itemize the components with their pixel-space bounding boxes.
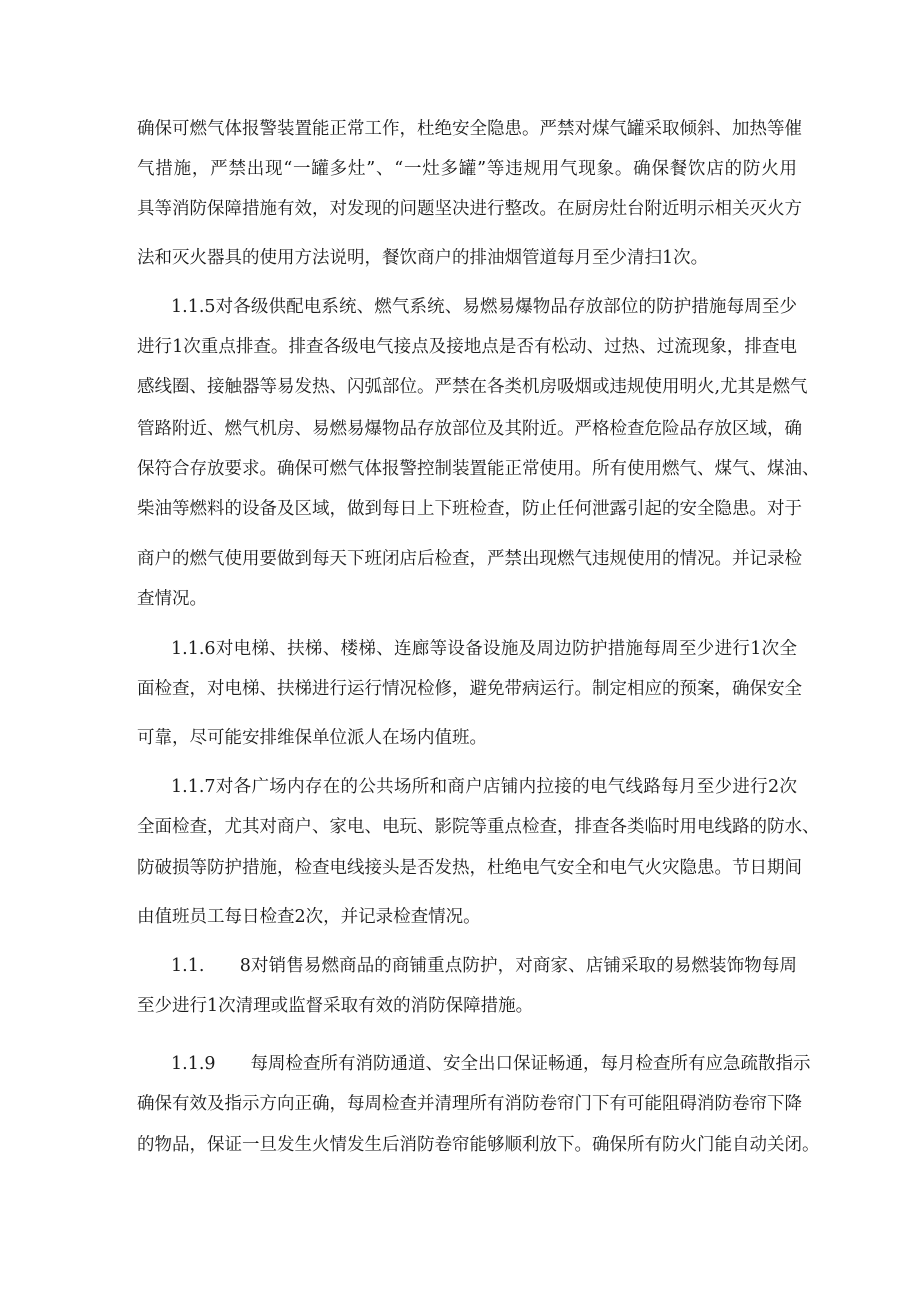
text-line: 进行1次重点排查。排查各级电气接点及接地点是否有松动、过热、过流现象，排查电: [137, 337, 797, 357]
text-line: 柴油等燃料的设备及区域，做到每日上下班检查，防止任何泄露引起的安全隐患。对于: [137, 499, 802, 519]
section-1-1-8-line: 1.1. 8对销售易燃商品的商铺重点防护，对商家、店铺采取的易燃装饰物每周: [171, 956, 797, 976]
text-line: 防破损等防护措施，检查电线接头是否发热，杜绝电气安全和电气火灾隐患。节日期间: [137, 858, 802, 878]
text-line: 气措施，严禁出现“一罐多灶”、“一灶多罐”等违规用气现象。确保餐饮店的防火用: [137, 159, 797, 179]
text-line: 确保有效及指示方向正确，每周检查并清理所有消防卷帘门下有可能阻碍消防卷帘下降: [137, 1094, 802, 1114]
text-line: 查情况。: [137, 589, 207, 609]
text-line: 由值班员工每日检查2次，并记录检查情况。: [137, 907, 481, 927]
section-1-1-5-line: 1.1.5对各级供配电系统、燃气系统、易燃易爆物品存放部位的防护措施每周至少: [171, 297, 797, 317]
text-line: 至少进行1次清理或监督采取有效的消防保障措施。: [137, 996, 534, 1016]
section-1-1-7-line: 1.1.7对各广场内存在的公共场所和商户店铺内拉接的电气线路每月至少进行2次: [171, 777, 797, 797]
text-line: 的物品，保证一旦发生火情发生后消防卷帘能够顺利放下。确保所有防火门能自动关闭。: [137, 1135, 820, 1155]
text-line: 具等消防保障措施有效，对发现的问题坚决进行整改。在厨房灶台附近明示相关灭火方: [137, 199, 802, 219]
text-line: 全面检查，尤其对商户、家电、电玩、影院等重点检查，排查各类临时用电线路的防水、: [137, 817, 820, 837]
section-1-1-6-line: 1.1.6对电梯、扶梯、楼梯、连廊等设备设施及周边防护措施每周至少进行1次全: [171, 639, 797, 659]
text-line: 面检查，对电梯、扶梯进行运行情况检修，避免带病运行。制定相应的预案，确保安全: [137, 679, 802, 699]
text-line: 可靠，尽可能安排维保单位派人在场内值班。: [137, 728, 487, 748]
text-line: 保符合存放要求。确保可燃气体报警控制装置能正常使用。所有使用燃气、煤气、煤油、: [137, 459, 820, 479]
text-line: 管路附近、燃气机房、易燃易爆物品存放部位及其附近。严格检查危险品存放区域，确: [137, 419, 802, 439]
section-1-1-9-line: 1.1.9 每周检查所有消防通道、安全出口保证畅通，每月检查所有应急疏散指示: [171, 1054, 811, 1074]
text-line: 商户的燃气使用要做到每天下班闭店后检查，严禁出现燃气违规使用的情况。并记录检: [137, 549, 802, 569]
text-line: 确保可燃气体报警装置能正常工作，杜绝安全隐患。严禁对煤气罐采取倾斜、加热等催: [137, 119, 802, 139]
text-line: 感线圈、接触器等易发热、闪弧部位。严禁在各类机房吸烟或违规使用明火,尤其是燃气: [137, 377, 808, 397]
text-line: 法和灭火器具的使用方法说明，餐饮商户的排油烟管道每月至少清扫1次。: [137, 248, 709, 268]
